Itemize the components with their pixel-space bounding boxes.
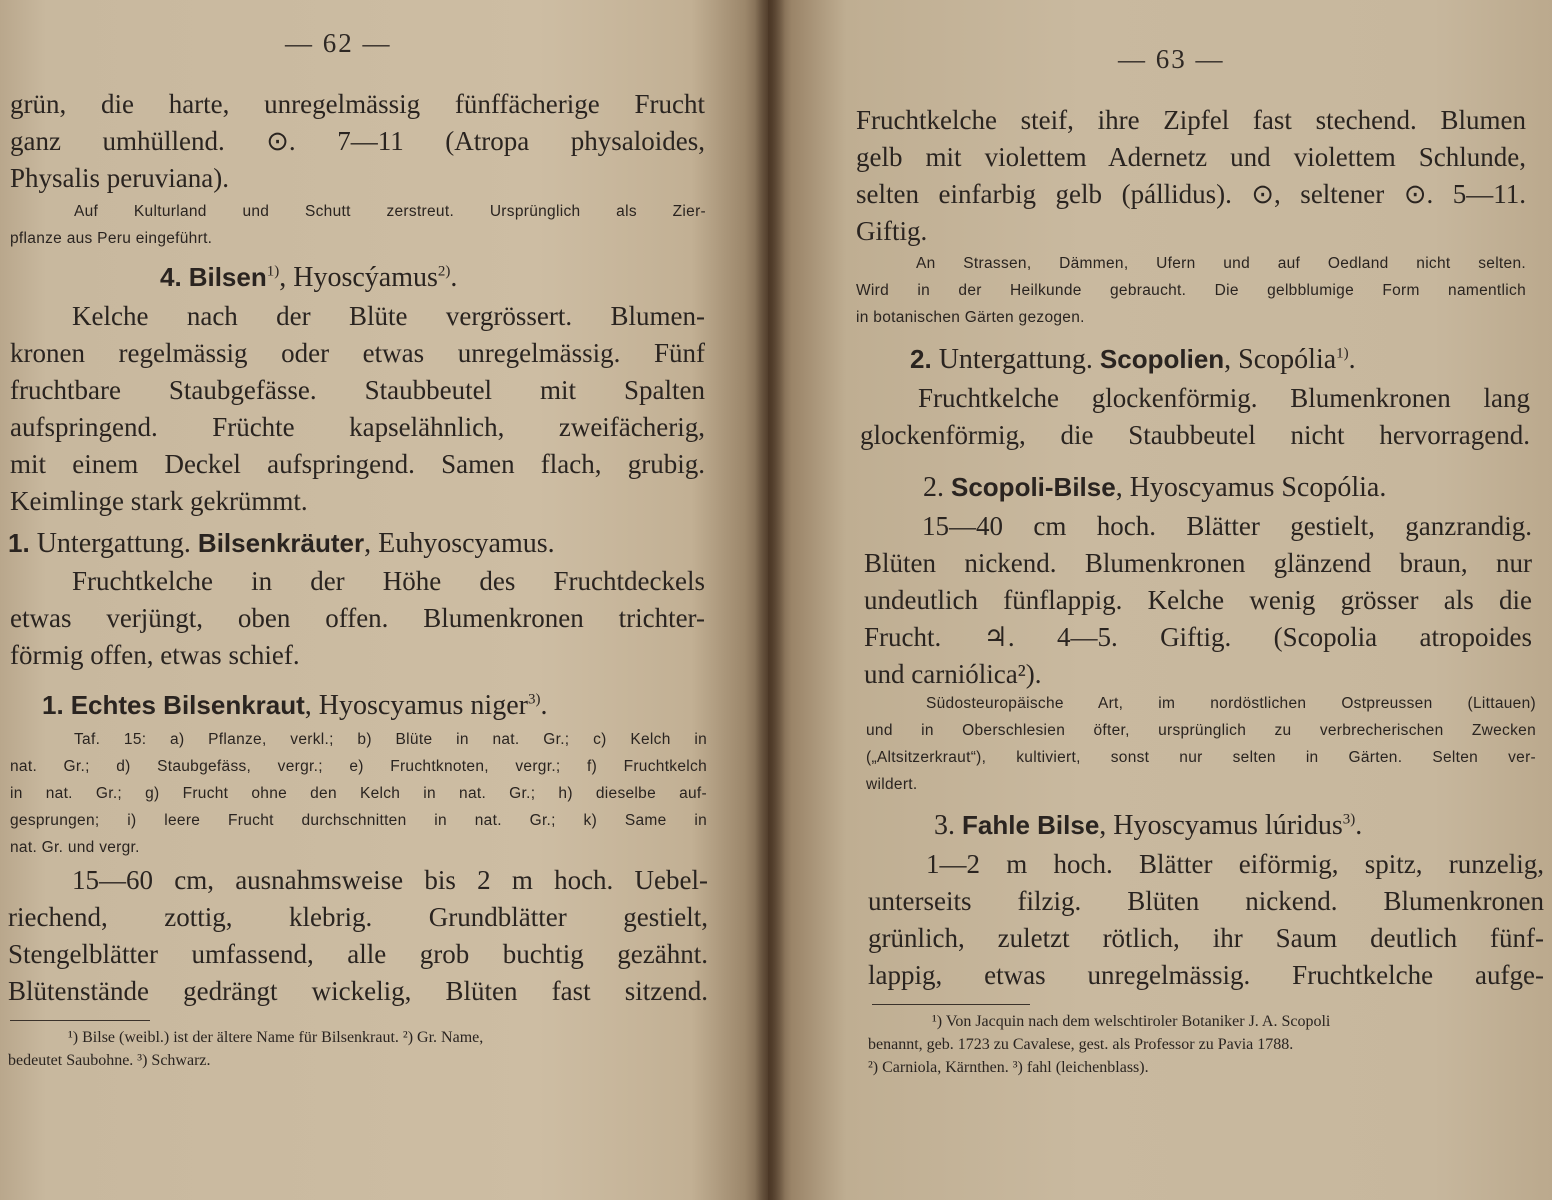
heading-number: 3. [934, 810, 955, 841]
text-line: förmig offen, etwas schief. [10, 640, 300, 670]
heading-name: Scopolien [1099, 344, 1225, 374]
species-heading [42, 686, 547, 725]
note-line: gesprungen; i) leere Frucht durchschnitten in nat. Gr.; k) Same in [10, 812, 707, 829]
heading-number: 4. [160, 262, 182, 292]
note-line: in botanischen Gärten gezogen. [856, 309, 1085, 326]
footnotes [8, 1026, 708, 1072]
note-line: nat. Gr.; d) Staubgefäss, vergr.; e) Fruchtknoten, vergr.; f) Fruchtkelch [10, 758, 707, 775]
footnote-ref: 1) [266, 263, 280, 280]
heading-name: Echtes Bilsenkraut [70, 690, 305, 720]
note-line: und in Oberschlesien öfter, ursprünglich zu verbrecherischen Zwecken [866, 722, 1536, 739]
text-line: Fruchtkelche glockenförmig. Blumenkronen lang [918, 383, 1530, 413]
left-page [0, 0, 768, 1200]
heading-name: Scopoli-Bilse [951, 472, 1116, 502]
species-description [8, 862, 708, 1010]
text-line: ganz umhüllend. ⊙. 7—11 (Atropa physaloides, [10, 126, 705, 156]
heading-name: Bilsenkräuter [197, 528, 365, 558]
footnote-line: bedeutet Saubohne. ³) Schwarz. [8, 1052, 211, 1069]
note-line: („Altsitzerkraut“), kultiviert, sonst nur selten in Gärten. Selten ver- [866, 749, 1536, 766]
right-page [768, 0, 1552, 1200]
page-number: — 63 — [1118, 44, 1225, 74]
note-line: Auf Kulturland und Schutt zerstreut. Ursprünglich als Zier- [74, 203, 706, 220]
paragraph-intro [10, 86, 705, 197]
text-line: grünlich, zuletzt rötlich, ihr Saum deutlich fünf- [868, 923, 1544, 953]
heading-name: Fahle Bilse [962, 810, 1100, 840]
text-line: aufspringend. Früchte kapselähnlich, zweifächerig, [10, 412, 705, 442]
habitat-note [10, 198, 706, 252]
footnote-rule [10, 1020, 150, 1021]
heading-label: Untergattung. [36, 528, 191, 559]
plate-note [10, 726, 707, 861]
subgenus-description [10, 563, 705, 674]
text-line: glockenförmig, die Staubbeutel nicht hervorragend. [860, 420, 1530, 450]
heading-number: 1. [42, 690, 64, 720]
subgenus-heading [8, 524, 555, 563]
heading-number: 2. [923, 472, 944, 503]
text-line: Stengelblätter umfassend, alle grob buchtig gezähnt. [8, 939, 708, 969]
species-description [864, 508, 1532, 693]
heading-latin: , Hyoscyamus lúridus [1099, 810, 1343, 841]
paragraph-intro [856, 102, 1526, 250]
habitat-note [856, 250, 1526, 331]
text-line: Blüten nickend. Blumenkronen glänzend braun, nur [864, 548, 1532, 578]
footnote-line: benannt, geb. 1723 zu Cavalese, gest. als Professor zu Pavia 1788. [868, 1036, 1294, 1053]
text-line: kronen regelmässig oder etwas unregelmässig. Fünf [10, 338, 705, 368]
footnote-ref: 1) [1336, 345, 1349, 362]
text-line: fruchtbare Staubgefässe. Staubbeutel mit Spalten [10, 375, 705, 405]
note-line: Taf. 15: a) Pflanze, verkl.; b) Blüte in nat. Gr.; c) Kelch in [74, 731, 707, 748]
subgenus-heading [910, 340, 1356, 379]
page-number: — 62 — [285, 28, 392, 58]
footnote-ref: 3) [1342, 811, 1356, 828]
text-line: unterseits filzig. Blüten nickend. Blumenkronen [868, 886, 1544, 916]
heading-latin: , Scopólia [1224, 344, 1337, 375]
footnote-rule [872, 1004, 1030, 1005]
text-line: Frucht. ♃. 4—5. Giftig. (Scopolia atropoides [864, 622, 1532, 652]
note-line: Südosteuropäische Art, im nordöstlichen Ostpreussen (Littauen) [926, 695, 1536, 712]
book-gutter [755, 0, 785, 1200]
text-line: Giftig. [856, 216, 928, 246]
footnote-line: ²) Carniola, Kärnthen. ³) fahl (leichenblass). [868, 1059, 1149, 1076]
subgenus-description [860, 380, 1530, 454]
text-line: etwas verjüngt, oben offen. Blumenkronen trichter- [10, 603, 705, 633]
text-line: grün, die harte, unregelmässig fünffächerige Frucht [10, 89, 705, 119]
text-line: Fruchtkelche in der Höhe des Fruchtdeckels [72, 566, 705, 596]
heading-latin: , Hyoscyamus niger [304, 690, 528, 721]
text-line: Keimlinge stark gekrümmt. [10, 486, 308, 516]
text-line: selten einfarbig gelb (pállidus). ⊙, seltener ⊙. 5—11. [856, 179, 1526, 209]
footnote-ref: 2) [437, 263, 451, 280]
text-line: riechend, zottig, klebrig. Grundblätter gestielt, [8, 902, 708, 932]
text-line: lappig, etwas unregelmässig. Fruchtkelche aufge- [868, 960, 1544, 990]
text-line: 1—2 m hoch. Blätter eiförmig, spitz, runzelig, [926, 849, 1544, 879]
distribution-note [866, 690, 1536, 798]
note-line: wildert. [866, 776, 918, 793]
note-line: An Strassen, Dämmen, Ufern und auf Oedland nicht selten. [916, 255, 1526, 272]
heading-latin: , Hyoscýamus [279, 262, 438, 293]
note-line: in nat. Gr.; g) Frucht ohne den Kelch in nat. Gr.; h) dieselbe auf- [10, 785, 707, 802]
text-line: Fruchtkelche steif, ihre Zipfel fast stechend. Blumen [856, 105, 1526, 135]
heading-end: . [1355, 810, 1363, 841]
text-line: Physalis peruviana). [10, 163, 229, 193]
genus-description [10, 298, 705, 520]
text-line: 15—60 cm, ausnahmsweise bis 2 m hoch. Uebel- [72, 865, 708, 895]
text-line: gelb mit violettem Adernetz und violettem Schlunde, [856, 142, 1526, 172]
text-line: Blütenstände gedrängt wickelig, Blüten fast sitzend. [8, 976, 708, 1006]
heading-end: . [540, 690, 548, 721]
species-heading [923, 468, 1386, 507]
text-line: 15—40 cm hoch. Blätter gestielt, ganzrandig. [922, 511, 1532, 541]
footnote-line: ¹) Von Jacquin nach dem welschtiroler Botaniker J. A. Scopoli [932, 1013, 1331, 1030]
text-line: Kelche nach der Blüte vergrössert. Blumen- [72, 301, 705, 331]
species-description [868, 846, 1544, 994]
footnote-line: ¹) Bilse (weibl.) ist der ältere Name für Bilsenkraut. ²) Gr. Name, [68, 1029, 484, 1046]
text-line: undeutlich fünflappig. Kelche wenig grösser als die [864, 585, 1532, 615]
heading-number: 1. [8, 528, 30, 558]
species-heading [934, 806, 1362, 845]
heading-latin: , Euhyoscyamus. [364, 528, 555, 559]
heading-end: . [1348, 344, 1356, 375]
note-line: nat. Gr. und vergr. [10, 839, 140, 856]
heading-latin: , Hyoscyamus Scopólia. [1115, 472, 1387, 503]
heading-end: . [450, 262, 458, 293]
footnote-ref: 3) [527, 691, 541, 708]
note-line: pflanze aus Peru eingeführt. [10, 230, 213, 247]
footnotes [868, 1010, 1548, 1079]
heading-name: Bilsen [188, 262, 267, 292]
heading-label: Untergattung. [938, 344, 1093, 375]
text-line: und carniólica²). [864, 659, 1042, 689]
text-line: mit einem Deckel aufspringend. Samen flach, grubig. [10, 449, 705, 479]
note-line: Wird in der Heilkunde gebraucht. Die gelbblumige Form namentlich [856, 282, 1526, 299]
genus-heading [160, 258, 457, 297]
heading-number: 2. [910, 344, 932, 374]
